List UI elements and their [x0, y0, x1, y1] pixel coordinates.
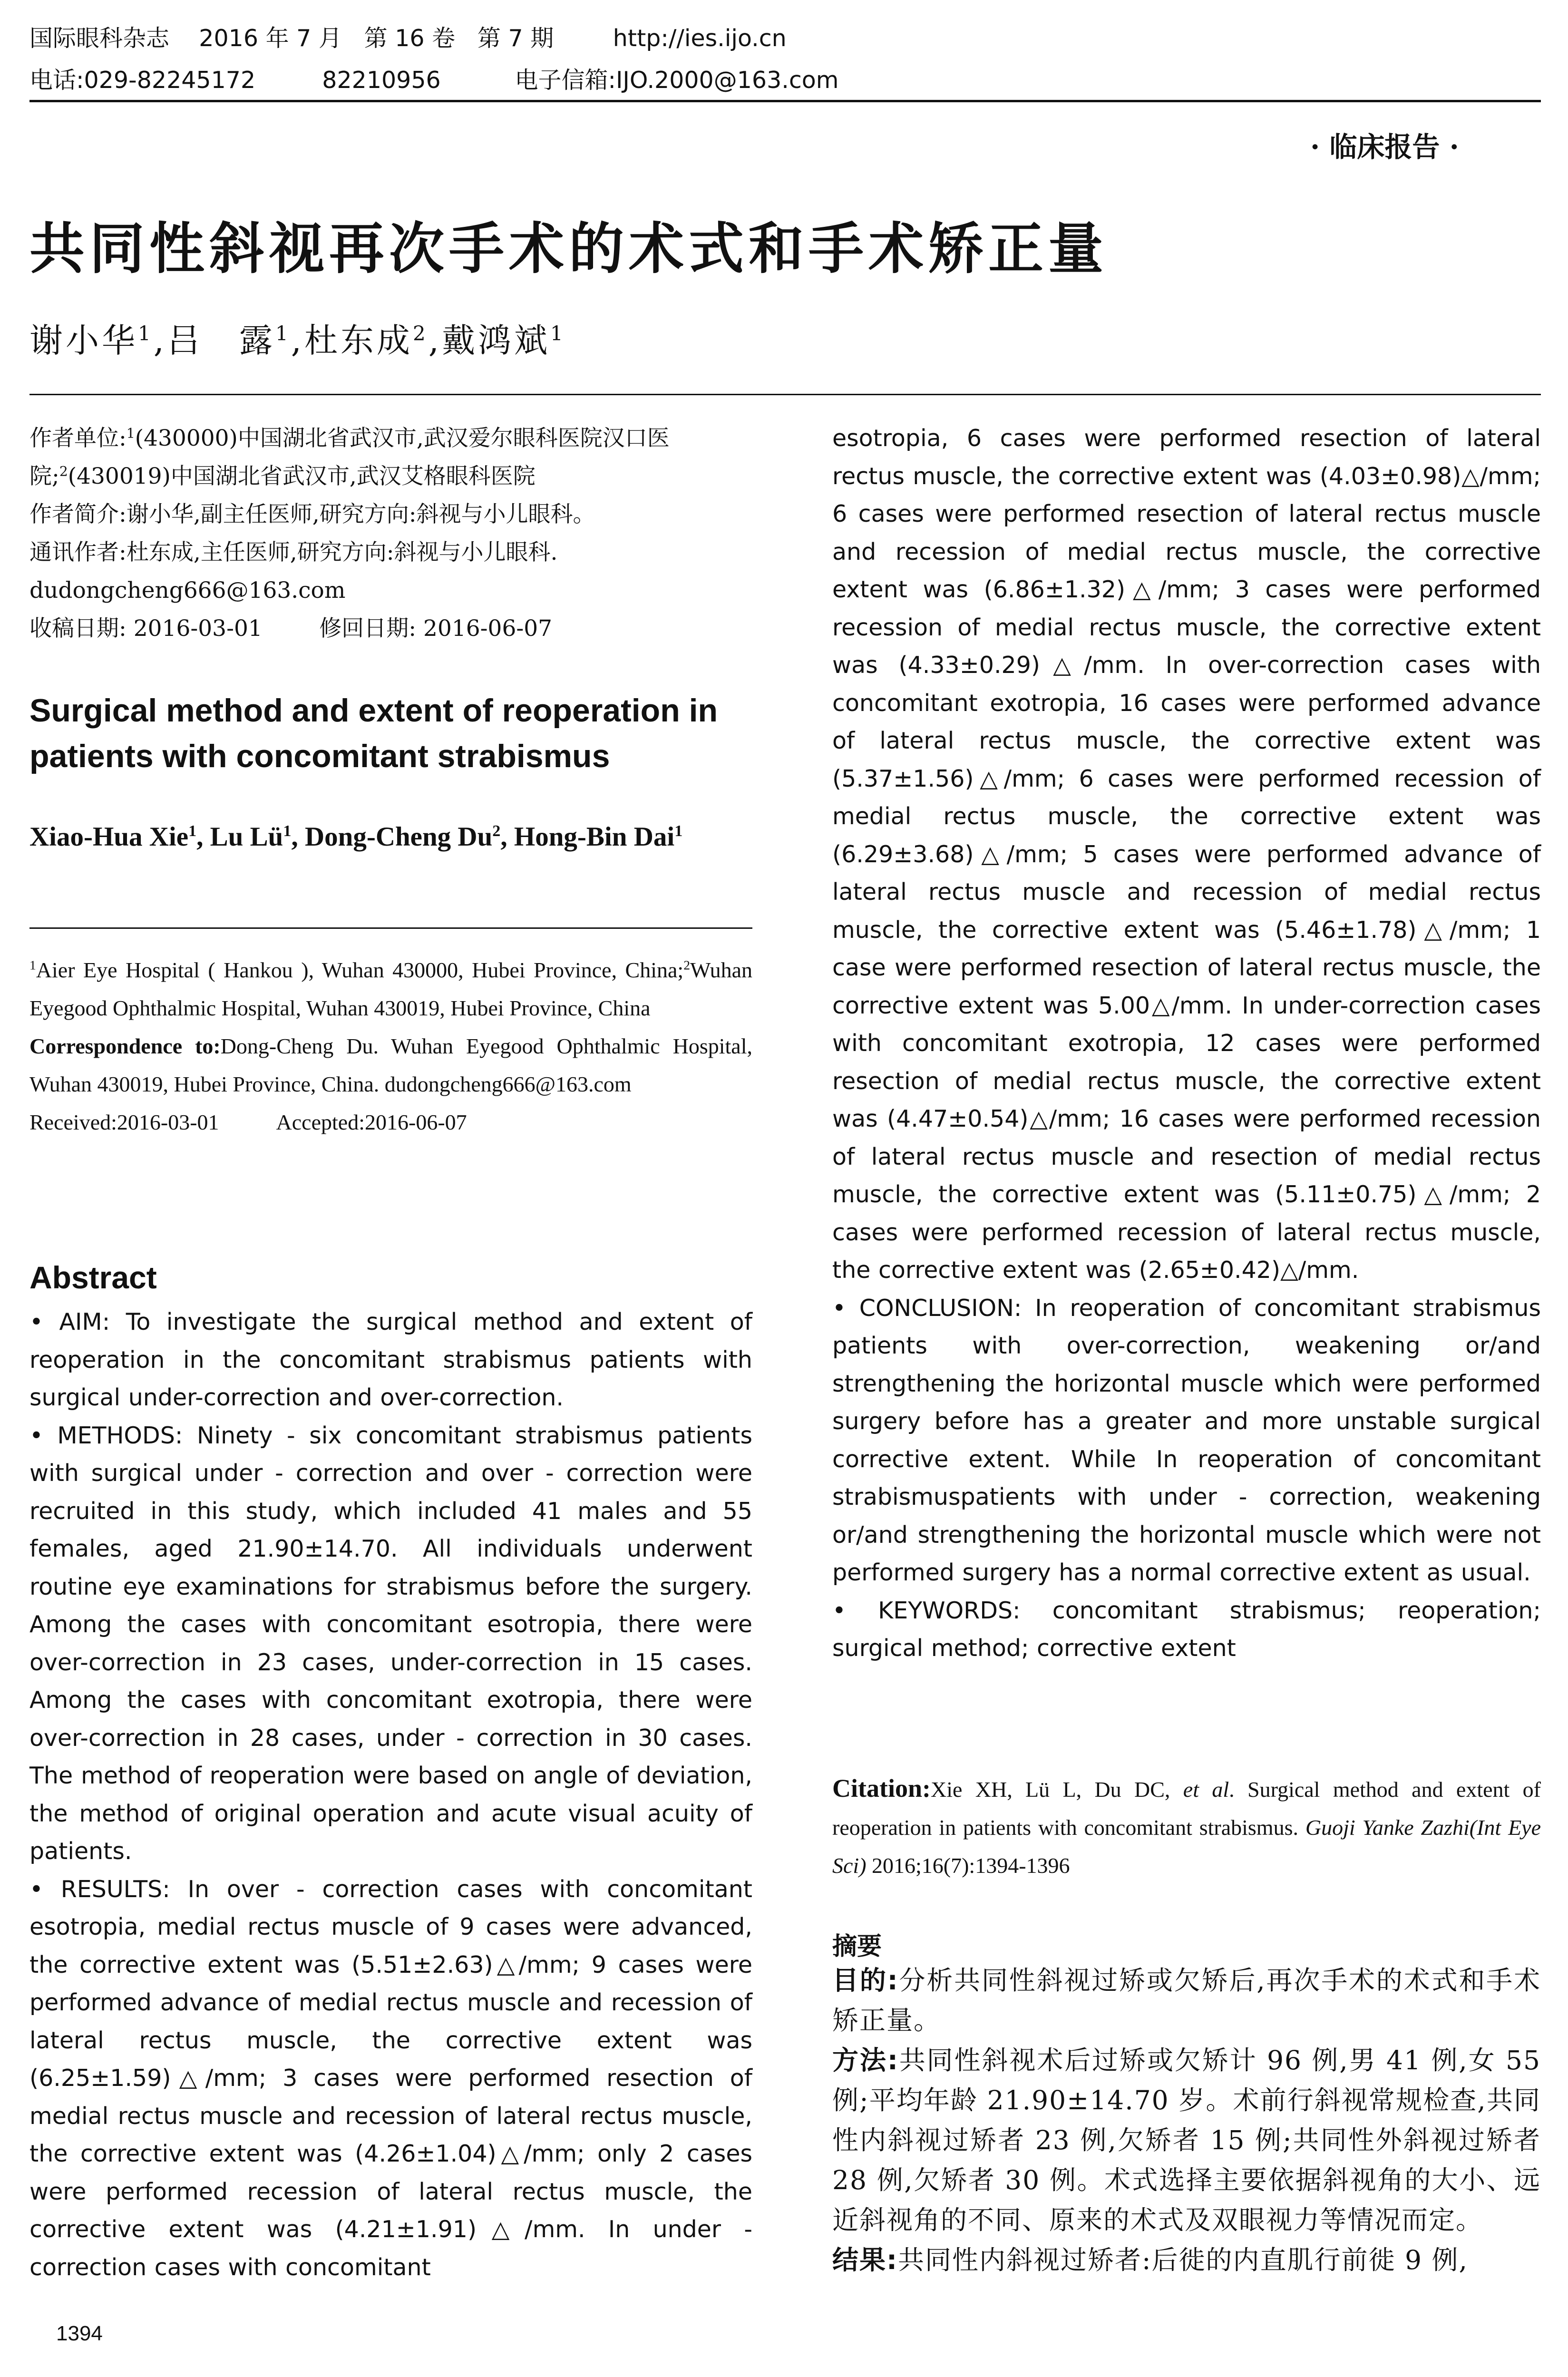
affiliation-text: $^1$Aier Eye Hospital ( Hankou ), Wuhan 430000, Hubei Province, China;$^2$Wuhan Eyegood Ophthalmic Hospital, Wuhan 430019, Hubei Province, China — [29, 957, 752, 1020]
abstract-keywords: • KEYWORDS: concomitant strabismus; reoperation; surgical method; corrective extent — [832, 1597, 1541, 1662]
author-cn: 戴鸿斌 — [442, 321, 550, 360]
author-cn: 谢小华 — [29, 321, 138, 360]
author-sup: 2 — [413, 321, 429, 345]
abstract-heading: Abstract — [29, 1260, 157, 1295]
author-sup: 1 — [275, 321, 291, 345]
correspondence-en: Correspondence to:Dong-Cheng Du. Wuhan Eyegood Ophthalmic Hospital, Wuhan 430019, Hubei Province, China. dudongcheng666@163.com — [29, 1034, 752, 1096]
cn-abstract-body — [832, 1960, 1541, 2280]
abstract-results-part1: • RESULTS: In over - correction cases with concomitant esotropia, medial rectus muscle of 9 cases were advanced, the corrective extent was (5.51±2.63)△/mm; 9 cases were performed advance of medial rectus muscle and recession of lateral rectus muscle, the corrective extent was (6.25±1.59)△/mm; 3 cases were performed resection of medial rectus muscle and recession of lateral rectus muscle, the corrective extent was (4.26±1.04)△/mm; only 2 cases were performed recession of lateral rectus muscle, the corrective extent was (4.21±1.91)△/mm. In under - correction cases with concomitant — [29, 1875, 752, 2281]
citation-journal: Guoji Yanke Zazhi(Int Eye Sci) — [832, 1815, 1541, 1878]
corresponding-author: 通讯作者:杜东成,主任医师,研究方向:斜视与小儿眼科. — [29, 539, 558, 565]
author-cn: 吕 露 — [167, 321, 275, 360]
abstract-aim: • AIM: To investigate the surgical method and extent of reoperation in the concomitant strabismus patients with surgical under-correction and over-correction. — [29, 1308, 752, 1411]
journal-header-line1: 国际眼科杂志 2016 年 7 月 第 16 卷 第 7 期 http://ies.ijo.cn — [29, 25, 787, 52]
received-accepted: Received:2016-03-01 Accepted:2016-06-07 — [29, 1110, 467, 1134]
author-cn: 杜东成 — [304, 321, 413, 360]
title-en: Surgical method and extent of reoperation in patients with concomitant strabismus — [29, 692, 718, 774]
cn-abstract-aim: 目的:分析共同性斜视过矫或欠矫后,再次手术的术式和手术矫正量。 — [832, 1965, 1541, 2036]
authors-en: Xiao-Hua Xie$^1$, Lu $Lü^1$, Dong-Cheng Du$^2$, Hong-Bin Dai$^1$ — [29, 822, 683, 852]
affiliation-en — [29, 951, 752, 1141]
citation-label: Citation: — [832, 1774, 931, 1802]
author-bio: 作者简介:谢小华,副主任医师,研究方向:斜视与小儿眼科。 — [29, 501, 595, 527]
citation: Citation:Xie XH, Lü L, Du DC, et al. Surgical method and extent of reoperation in patients with concomitant strabismus. Guoji Yanke Zazhi(Int Eye Sci) 2016;16(7):1394-1396 — [832, 1774, 1541, 1878]
cn-abstract-heading: 摘要 — [832, 1932, 882, 1961]
header-rule — [29, 100, 1541, 102]
author-unit: 作者单位:$^1$(430000)中国湖北省武汉市,武汉爱尔眼科医院汉口医院;$^2$(430019)中国湖北省武汉市,武汉艾格眼科医院 — [29, 425, 670, 489]
corresponding-email: dudongcheng666@163.com — [29, 577, 346, 604]
cn-author-info — [29, 419, 752, 648]
title-cn: 共同性斜视再次手术的术式和手术矫正量 — [29, 217, 1108, 281]
journal-header-line2: 电话:029-82245172 82210956 电子信箱:IJO.2000@163.com — [29, 67, 839, 94]
cn-abstract-methods: 方法:共同性斜视术后过矫或欠矫计 96 例,男 41 例,女 55 例;平均年龄 21.90±14.70 岁。术前行斜视常规检查,共同性内斜视过矫者 23 例,欠矫者 15 例;共同性外斜视过矫者 28 例,欠矫者 30 例。术式选择主要依据斜视角的大小、远近斜视角的不同、原来的术式及双眼视力等情况而定。 — [832, 2045, 1541, 2235]
article-category: · 临床报告 · — [1310, 131, 1459, 163]
abstract-results-part2: esotropia, 6 cases were performed resection of lateral rectus muscle, the corrective extent was (4.03±0.98)△/mm; 6 cases were performed resection of lateral rectus muscle and recession of medial rectus muscle, the corrective extent was (6.86±1.32)△/mm; 3 cases were performed recession of medial rectus muscle, the corrective extent was (4.33±0.29)△/mm. In over-correction cases with concomitant exotropia, 16 cases were performed advance of lateral rectus muscle, the corrective extent was (5.37±1.56)△/mm; 6 cases were performed recession of medial rectus muscle, the corrective extent was (6.29±3.68)△/mm; 5 cases were performed advance of lateral rectus muscle and recession of medial rectus muscle, the corrective extent was (5.46±1.78)△/mm; 1 case were performed resection of lateral rectus muscle, the corrective extent was 5.00△/mm. In under-correction cases with concomitant exotropia, 12 cases were performed resection of medial rectus muscle, the corrective extent was (4.47±0.54)△/mm; 16 cases were performed recession of lateral rectus muscle and resection of medial rectus muscle, the corrective extent was (5.11±0.75)△/mm; 2 cases were performed recession of lateral rectus muscle, the corrective extent was (2.65±0.42)△/mm. — [832, 425, 1541, 1284]
affiliation-rule — [29, 927, 752, 929]
cn-abstract-results: 结果:共同性内斜视过矫者:后徙的内直肌行前徙 9 例, — [832, 2245, 1468, 2275]
author-sup: 1 — [138, 321, 154, 345]
received-dates: 收稿日期: 2016-03-01 修回日期: 2016-06-07 — [29, 615, 553, 642]
authors-cn: 谢小华$^1$,吕 露$^1$,杜东成$^2$,戴鸿斌$^1$ — [29, 321, 566, 360]
page-number: 1394 — [56, 2322, 103, 2345]
title-rule — [29, 394, 1541, 395]
abstract-left-column — [29, 1303, 752, 2286]
abstract-right-column — [832, 419, 1541, 1667]
abstract-conclusion: • CONCLUSION: In reoperation of concomitant strabismus patients with over-correction, weakening or/and strengthening the horizontal muscle which were performed surgery before has a greater and more unstable surgical corrective extent. While In reoperation of concomitant strabismuspatients with under - correction, weakening or/and strengthening the horizontal muscle which were not performed surgery has a normal corrective extent as usual. — [832, 1294, 1541, 1586]
author-sup: 1 — [550, 321, 566, 345]
abstract-methods: • METHODS: Ninety - six concomitant strabismus patients with surgical under - correction and over - correction were recruited in this study, which included 41 males and 55 females, aged 21.90±14.70. All individuals underwent routine eye examinations for strabismus before the surgery. Among the cases with concomitant esotropia, there were over-correction in 23 cases, under-correction in 15 cases. Among the cases with concomitant exotropia, there were over-correction in 28 cases, under - correction in 30 cases. The method of reoperation were based on angle of deviation, the method of original operation and acute visual acuity of patients. — [29, 1422, 752, 1865]
